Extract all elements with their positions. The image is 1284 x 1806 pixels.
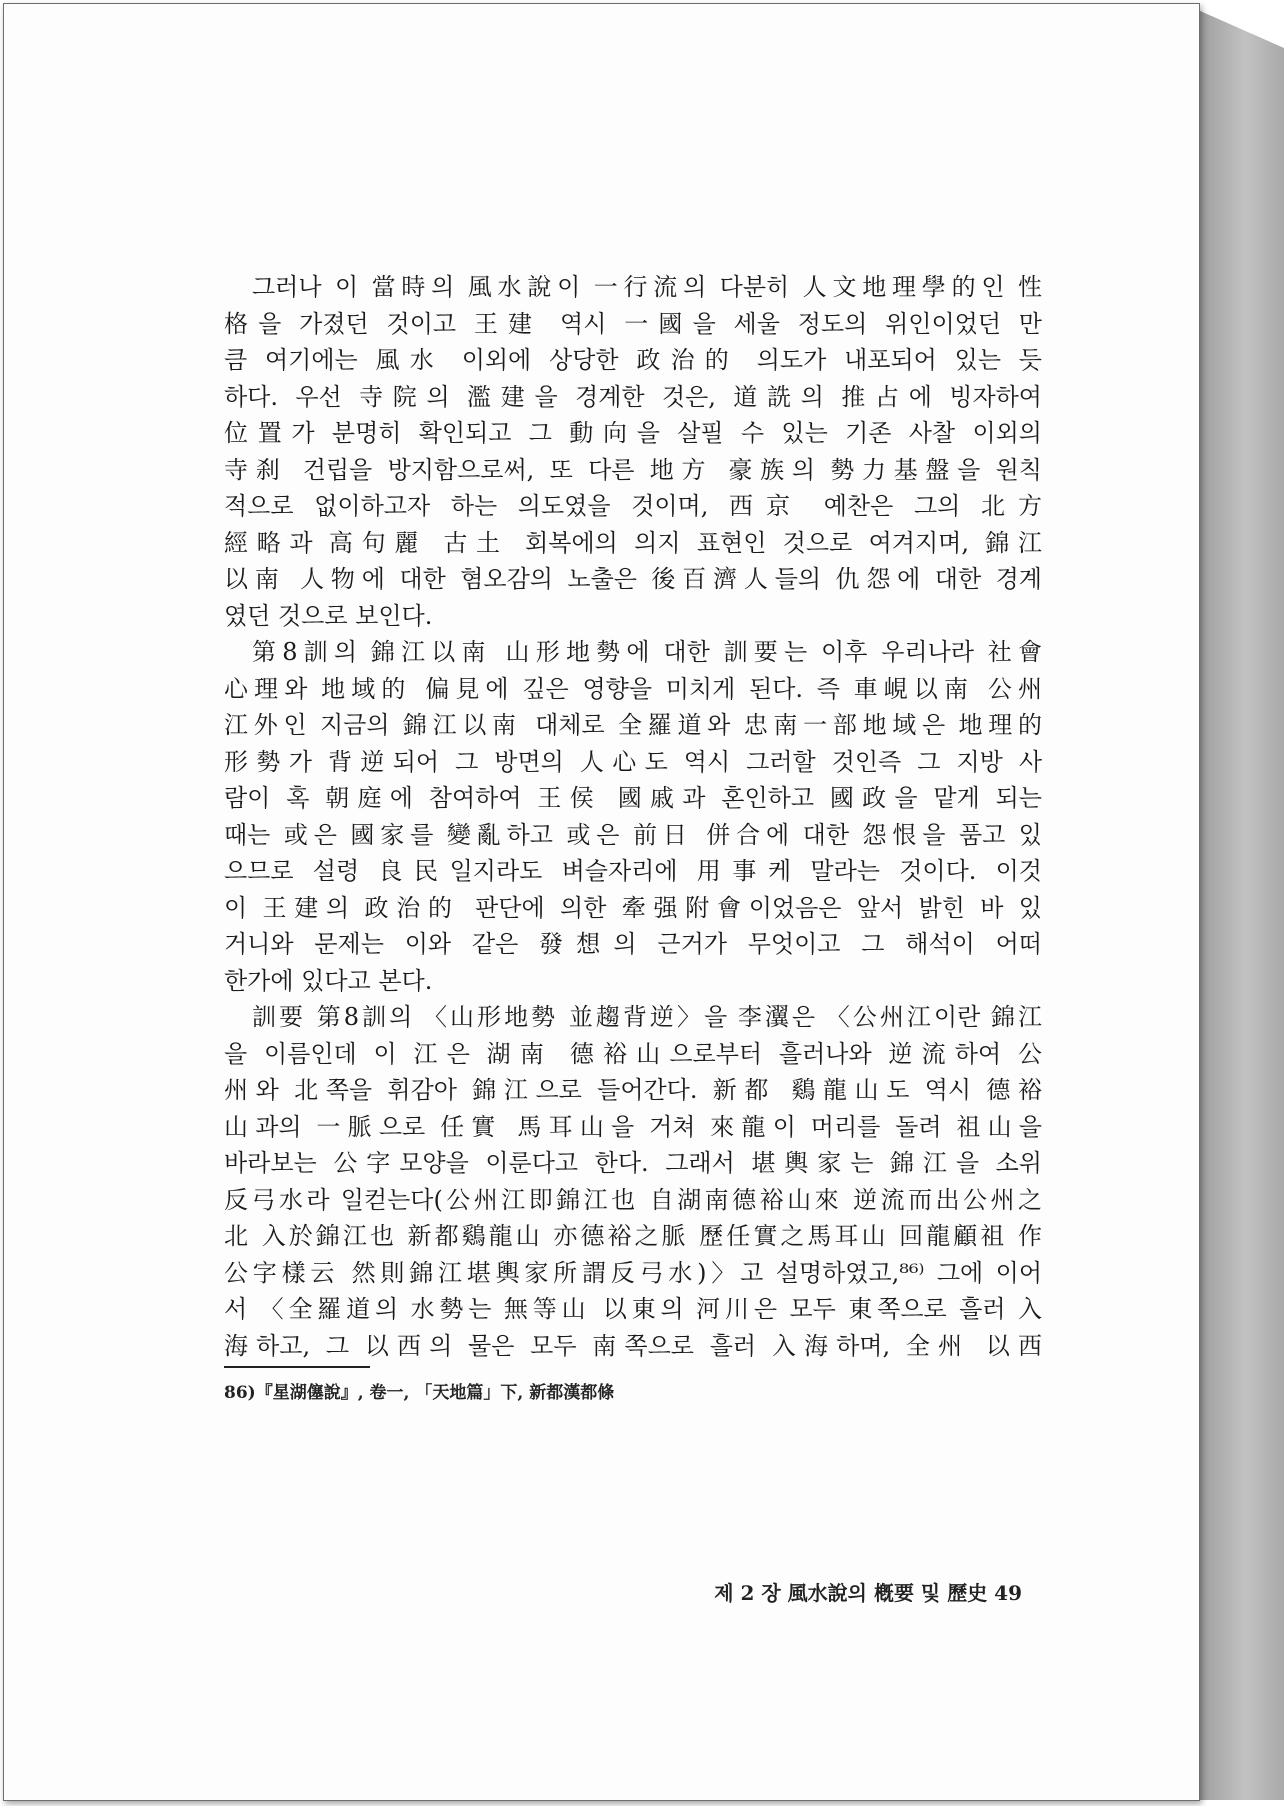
- text-line: 海하고, 그 以西의 물은 모두 南쪽으로 흘러 入海하며, 全州 以西: [224, 1331, 1042, 1360]
- text-line: 北 入於錦江也 新都鷄龍山 亦德裕之脈 歷任實之馬耳山 回龍顧祖 作: [224, 1222, 1042, 1250]
- text-line: 以南 人物에 대한 혐오감의 노출은 後百濟人들의 仇怨에 대한 경계: [224, 565, 1042, 593]
- text-line: 形勢가 背逆되어 그 방면의 人心도 역시 그러할 것인즉 그 지방 사: [224, 747, 1042, 776]
- text-line: 이 王建의 政治的 판단에 의한 牽强附會이었음은 앞서 밝힌 바 있: [224, 893, 1042, 922]
- text-line: 적으로 없이하고자 하는 의도였을 것이며, 西京 예찬은 그의 北方: [224, 492, 1042, 520]
- paragraph-2: [224, 634, 1042, 999]
- text-line: 바라보는 公字모양을 이룬다고 한다. 그래서 堪輿家는 錦江을 소위: [224, 1149, 1042, 1177]
- text-line: 람이 혹 朝庭에 참여하여 王侯 國戚과 혼인하고 國政을 맡게 되는: [224, 784, 1042, 812]
- page-body: [224, 269, 1042, 1403]
- text-line: 訓要 第8訓의 〈山形地勢 並趨背逆〉을 李瀷은 〈公州江이란 錦江: [252, 1003, 1042, 1031]
- text-line: 經略과 高句麗 古土 회복에의 의지 표현인 것으로 여겨지며, 錦江: [224, 528, 1042, 557]
- footnote: 86)『星湖僿說』, 卷一, 「天地篇」下, 新都漢都條: [224, 1383, 615, 1403]
- paragraph-3: [224, 999, 1042, 1364]
- text-line: 位置가 분명히 확인되고 그 動向을 살필 수 있는 기존 사찰 이외의: [224, 419, 1042, 447]
- text-line: 格을 가졌던 것이고 王建 역시 一國을 세울 정도의 위인이었던 만: [224, 309, 1042, 338]
- text-line: 寺刹 건립을 방지함으로써, 또 다른 地方 豪族의 勢力基盤을 원칙: [224, 455, 1042, 484]
- text-line: 한가에 있다고 본다.: [224, 966, 433, 995]
- running-footer: 제 2 장 風水說의 槪要 및 歷史 49: [714, 1581, 1022, 1605]
- text-line: 서 〈全羅道의 水勢는 無等山 以東의 河川은 모두 東쪽으로 흘러 入: [224, 1295, 1042, 1323]
- text-line: 때는 或은 國家를 變亂하고 或은 前日 併合에 대한 怨恨을 품고 있: [224, 820, 1042, 849]
- text-line: 第8訓의 錦江以南 山形地勢에 대한 訓要는 이후 우리나라 社會: [252, 638, 1042, 666]
- text-line: 으므로 설령 良民일지라도 벼슬자리에 用事케 말라는 것이다. 이것: [224, 857, 1042, 885]
- text-line: 을 이름인데 이 江은 湖南 德裕山으로부터 흘러나와 逆流하여 公: [224, 1039, 1042, 1068]
- text-line: 反弓水라 일컫는다(公州江即錦江也 自湖南德裕山來 逆流而出公州之: [224, 1185, 1042, 1214]
- text-line: 하다. 우선 寺院의 濫建을 경계한 것은, 道詵의 推占에 빙자하여: [224, 382, 1042, 411]
- text-line: 거니와 문제는 이와 같은 發想의 근거가 무엇이고 그 해석이 어떠: [224, 930, 1042, 958]
- text-line: 였던 것으로 보인다.: [224, 601, 433, 630]
- text-line: 心理와 地域的 偏見에 깊은 영향을 미치게 된다. 즉 車峴以南 公州: [224, 674, 1042, 703]
- text-line: 州와 北쪽을 휘감아 錦江으로 들어간다. 新都 鷄龍山도 역시 德裕: [224, 1076, 1042, 1104]
- footnote-rule: [224, 1366, 370, 1368]
- paragraph-1: [224, 269, 1042, 634]
- text-line: 그러나 이 當時의 風水說이 一行流의 다분히 人文地理學的인 性: [252, 273, 1042, 301]
- text-line: 큼 여기에는 風水 이외에 상당한 政治的 의도가 내포되어 있는 듯: [224, 346, 1042, 374]
- text-line: 江外인 지금의 錦江以南 대체로 全羅道와 忠南一部地域은 地理的: [224, 711, 1042, 739]
- book-edge: [1198, 10, 1284, 1800]
- text-line: 山과의 一脈으로 任實 馬耳山을 거쳐 來龍이 머리를 돌려 祖山을: [224, 1112, 1042, 1141]
- text-line: 公字樣云 然則錦江堪輿家所謂反弓水)〉고 설명하였고,⁸⁶⁾ 그에 이어: [224, 1258, 1042, 1287]
- book-page: [3, 3, 1200, 1801]
